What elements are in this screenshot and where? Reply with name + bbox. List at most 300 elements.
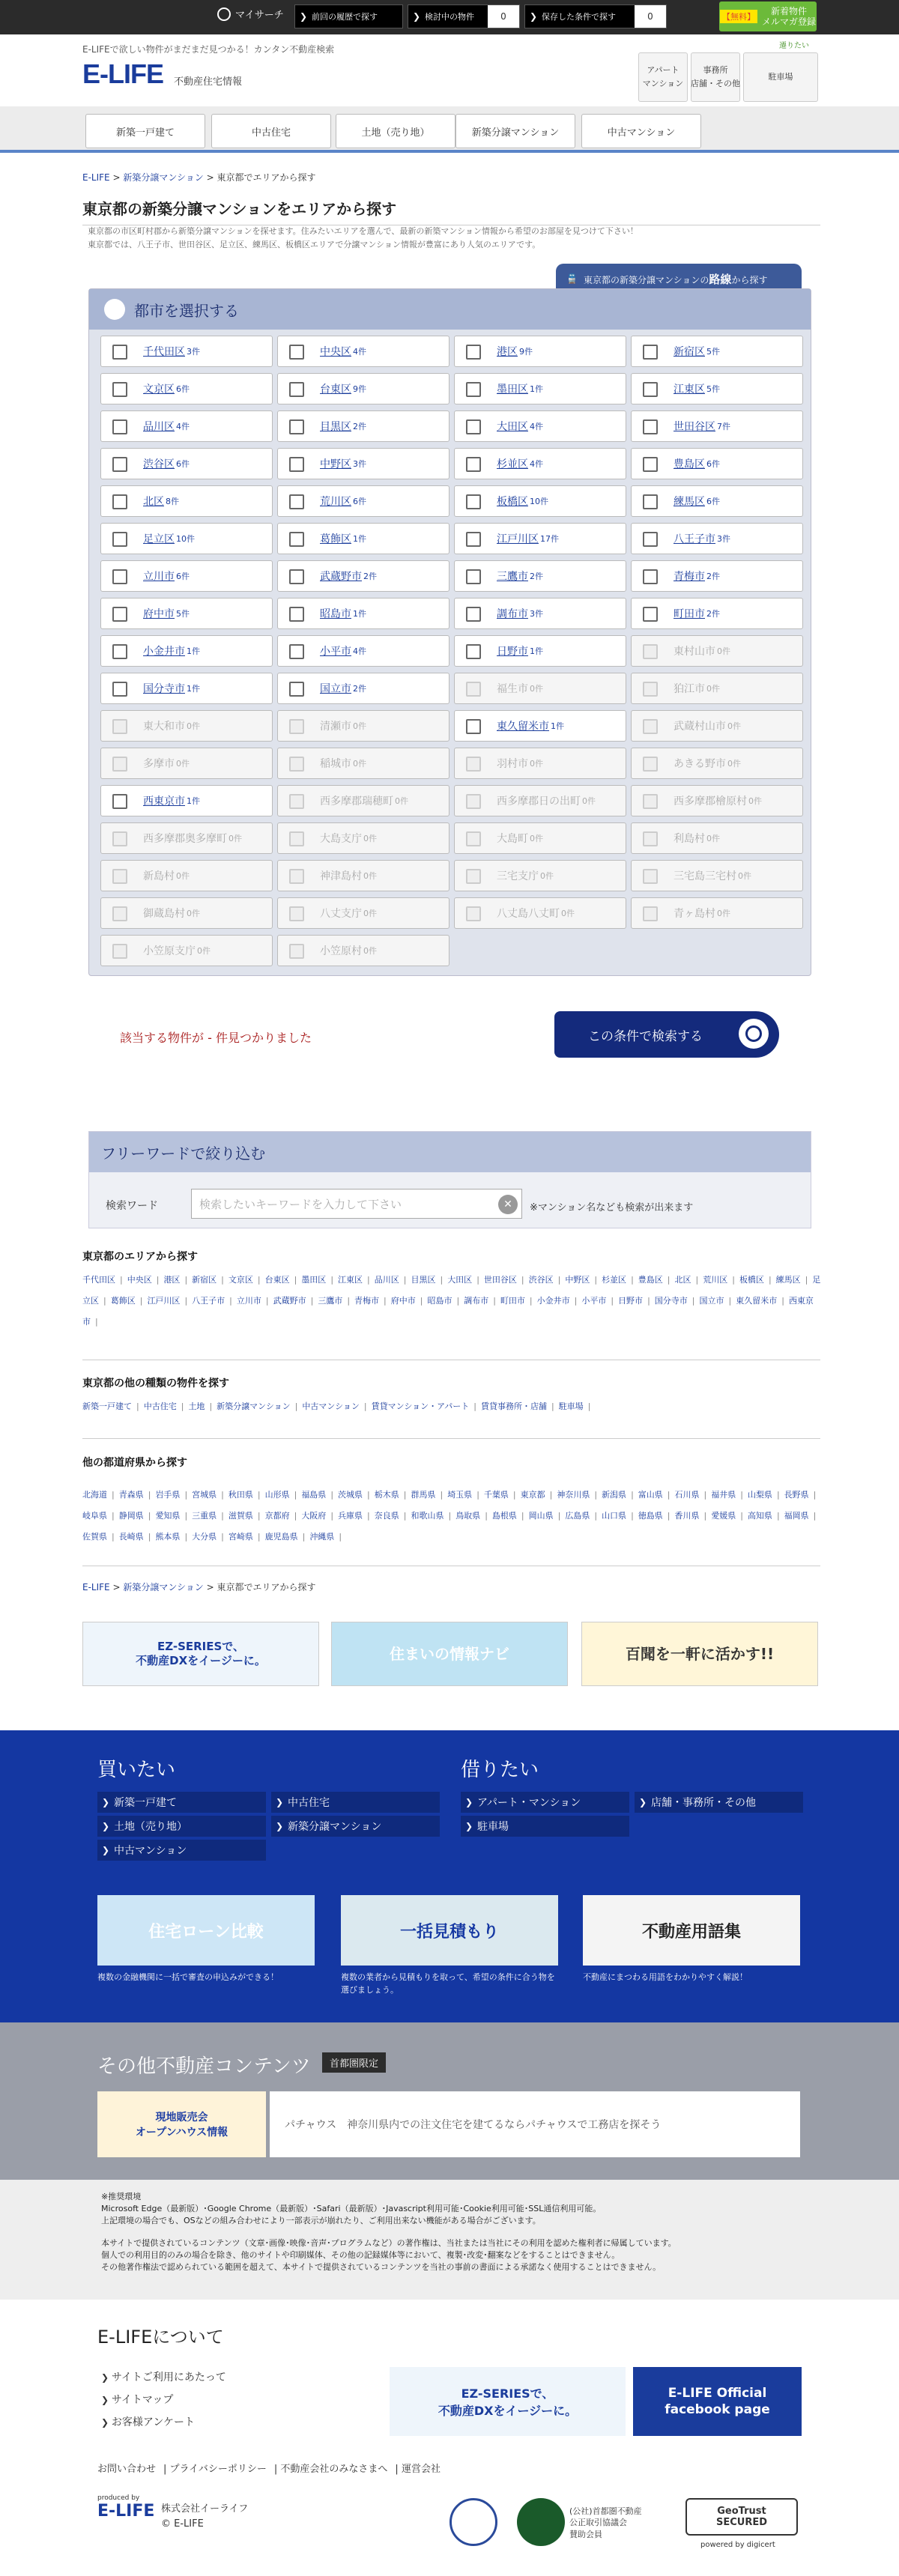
city-option	[631, 748, 803, 779]
saved-search-button[interactable]: ❯ 保存した条件で探す 0	[524, 4, 667, 28]
city-option[interactable]	[277, 598, 450, 629]
pref-link[interactable]: 栃木県	[374, 1490, 399, 1500]
area-link[interactable]: 目黒区	[411, 1275, 436, 1285]
city-name[interactable]: 足立区	[143, 533, 175, 545]
area-link[interactable]: 大田区	[447, 1275, 473, 1285]
city-count: 0件	[363, 834, 377, 843]
city-name[interactable]: 葛飾区	[320, 533, 351, 545]
city-option[interactable]	[631, 448, 803, 479]
pref-link[interactable]: 東京都	[520, 1490, 545, 1500]
city-count: 1件	[353, 609, 366, 619]
clear-icon[interactable]: ✕	[498, 1195, 518, 1214]
area-link[interactable]: 中野区	[565, 1275, 590, 1285]
city-option[interactable]	[454, 448, 626, 479]
nav-new-house[interactable]: 新築一戸建て	[85, 114, 205, 148]
city-name: あきる野市	[674, 758, 726, 770]
city-count: 0件	[363, 909, 377, 918]
city-name: 新島村	[143, 870, 175, 882]
city-option[interactable]	[100, 448, 273, 479]
checkbox[interactable]	[289, 682, 304, 697]
area-link[interactable]: 立川市	[236, 1296, 261, 1306]
pref-link[interactable]: 島根県	[491, 1511, 517, 1521]
city-name[interactable]: 府中市	[143, 608, 175, 620]
city-option[interactable]	[277, 560, 450, 592]
pref-link[interactable]: 埼玉県	[447, 1490, 473, 1500]
header-parking-button[interactable]: 駐車場	[743, 52, 818, 102]
type-link[interactable]: 賃貸マンション・アパート	[371, 1401, 470, 1411]
area-link[interactable]: 練馬区	[775, 1275, 801, 1285]
area-link[interactable]: 杉並区	[602, 1275, 627, 1285]
city-option[interactable]	[454, 410, 626, 442]
search-button[interactable]: この条件で検索する	[554, 1011, 779, 1058]
city-option[interactable]	[631, 410, 803, 442]
checkbox[interactable]	[112, 682, 127, 697]
city-name[interactable]: 武蔵野市	[320, 571, 362, 583]
city-option	[454, 822, 626, 854]
checkbox[interactable]	[289, 644, 304, 659]
pref-link[interactable]: 千葉県	[483, 1490, 509, 1500]
area-link[interactable]: 東久留米市	[736, 1296, 778, 1306]
checkbox[interactable]	[112, 532, 127, 547]
area-link[interactable]: 西東京市	[82, 1296, 814, 1327]
checkbox[interactable]	[112, 419, 127, 434]
checkbox[interactable]	[466, 532, 481, 547]
city-option[interactable]	[100, 673, 273, 704]
area-link[interactable]: 北区	[674, 1275, 691, 1285]
area-links: 千代田区 | 中央区 | 港区 | 新宿区 | 文京区 | 台東区 | 墨田区 | 江東区 | 品川区 | 目黒区 | 大田区 | 世田谷区 | 渋谷区 | 中野区 | 杉並区 | 豊島区 | 北区 | 荒川区 | 板橋区 | 練馬区 | 足立区 | 葛飾区 | 江戸川区 | 八王子市 | 立川市 | 武蔵野市 | 三鷹市 | 青梅市 | 府中市 | 昭島市 | 調布市 | 町田市 | 小金井市 | 小平市 | 日野市 | 国分寺市 | 国立市 | 東久留米市 | 西東京市 |	[82, 1275, 821, 1327]
legal-notice: ※推奨環境 Microsoft Edge（最新版）･Google Chrome（最新版）･Safari（最新版）･Javascript利用可能･Cookie利用可能･SSL通信利用可能。 上記環境の場合でも、OSなどの組み合わせにより一部表示が崩れたり、ご利用出来ない機能がある場合がございます。 本サイトで提供されているコンテンツ（文章･画像･映像･音声･プログラムなど）の著作権は、当社または当社にその利用を認めた権利者に帰属しています。 個人での利用目的のみの場合を除き、他のサイトや印刷媒体、その他の記録媒体等において、複製･改変･翻案などをすることはできません。 その他著作権法で認められている範囲を超えて、本サイトで提供されているコンテンツを当社の事前の書面による承諾なく使用することはできません。	[0, 2180, 899, 2300]
checkbox[interactable]	[112, 607, 127, 622]
card-loan[interactable]: 住宅ローン比較 複数の金融機関に一括で審査の申込みができる！	[97, 1895, 315, 1984]
area-link[interactable]: 品川区	[374, 1275, 399, 1285]
pref-link[interactable]: 三重県	[192, 1511, 217, 1521]
city-name[interactable]: 町田市	[674, 608, 705, 620]
checkbox[interactable]	[289, 345, 304, 360]
area-link[interactable]: 墨田区	[301, 1275, 327, 1285]
city-name[interactable]: 港区	[497, 346, 518, 358]
area-link[interactable]: 三鷹市	[318, 1296, 343, 1306]
pref-link[interactable]: 新潟県	[602, 1490, 627, 1500]
city-option[interactable]	[100, 523, 273, 554]
city-count: 0件	[228, 834, 242, 843]
pref-link[interactable]: 茨城県	[338, 1490, 363, 1500]
type-link[interactable]: 中古マンション	[302, 1401, 360, 1411]
buy-link-new-house[interactable]: ❯ 新築一戸建て	[97, 1792, 266, 1813]
pref-link[interactable]: 神奈川県	[557, 1490, 590, 1500]
area-link[interactable]: 豊島区	[638, 1275, 663, 1285]
area-link[interactable]: 府中市	[390, 1296, 416, 1306]
area-link[interactable]: 板橋区	[739, 1275, 764, 1285]
area-link[interactable]: 台東区	[264, 1275, 290, 1285]
checkbox[interactable]	[289, 457, 304, 472]
city-name[interactable]: 立川市	[143, 571, 175, 583]
city-name[interactable]: 八王子市	[674, 533, 715, 545]
city-count: 0件	[727, 721, 741, 731]
checkbox[interactable]	[466, 494, 481, 509]
checkbox[interactable]	[289, 607, 304, 622]
city-option[interactable]	[277, 448, 450, 479]
city-name[interactable]: 墨田区	[497, 384, 528, 396]
city-name[interactable]: 北区	[143, 496, 164, 508]
city-option	[100, 935, 273, 966]
banner-info-navi[interactable]: 住まいの情報ナビ	[331, 1622, 568, 1686]
footer-link-privacy[interactable]: プライバシーポリシー	[169, 2464, 267, 2475]
considering-button[interactable]: ❯ 検討中の物件 0	[408, 4, 520, 28]
city-option[interactable]	[454, 523, 626, 554]
area-link[interactable]: 小金井市	[536, 1296, 570, 1306]
checkbox	[289, 944, 304, 959]
city-name[interactable]: 江東区	[674, 384, 705, 396]
city-option[interactable]	[100, 485, 273, 517]
keyword-input[interactable]: 検索したいキーワードを入力して下さい	[191, 1189, 522, 1219]
city-option[interactable]	[100, 785, 273, 816]
city-name: 西多摩郡檜原村	[674, 795, 747, 807]
pref-link[interactable]: 佐賀県	[82, 1532, 107, 1542]
pref-link[interactable]: 富山県	[638, 1490, 663, 1500]
buy-link-used-house[interactable]: ❯ 中古住宅	[271, 1792, 440, 1813]
checkbox[interactable]	[643, 494, 658, 509]
city-option[interactable]	[277, 373, 450, 404]
checkbox[interactable]	[112, 382, 127, 397]
city-option[interactable]	[631, 485, 803, 517]
checkbox[interactable]	[466, 382, 481, 397]
checkbox[interactable]	[643, 607, 658, 622]
city-count: 0件	[582, 796, 596, 806]
city-name[interactable]: 千代田区	[143, 346, 185, 358]
city-count: 6件	[706, 459, 720, 469]
checkbox[interactable]	[643, 569, 658, 584]
city-count: 0件	[187, 721, 200, 731]
area-link[interactable]: 八王子市	[192, 1296, 225, 1306]
pref-link[interactable]: 広島県	[565, 1511, 590, 1521]
type-link[interactable]: 賃貸事務所・店舗	[480, 1401, 547, 1411]
area-link[interactable]: 荒川区	[703, 1275, 728, 1285]
checkbox[interactable]	[466, 345, 481, 360]
city-count: 0件	[530, 684, 543, 694]
area-link[interactable]: 世田谷区	[483, 1275, 517, 1285]
rent-link-parking[interactable]: ❯ 駐車場	[461, 1816, 629, 1837]
pref-link[interactable]: 北海道	[82, 1490, 107, 1500]
city-option	[100, 822, 273, 854]
site-logo[interactable]: E-LIFE	[82, 58, 163, 89]
about-link-survey[interactable]: ❯ お客様アンケート	[101, 2414, 195, 2429]
city-option[interactable]	[277, 336, 450, 367]
city-name[interactable]: 東久留米市	[497, 721, 549, 733]
pref-link[interactable]: 宮崎県	[228, 1532, 253, 1542]
city-name[interactable]: 荒川区	[320, 496, 351, 508]
pref-link[interactable]: 岡山県	[528, 1511, 554, 1521]
city-option[interactable]	[454, 560, 626, 592]
area-link[interactable]: 文京区	[228, 1275, 253, 1285]
area-link[interactable]: 江東区	[338, 1275, 363, 1285]
nav-land[interactable]: 土地（売り地）	[336, 114, 455, 148]
area-link[interactable]: 国分寺市	[654, 1296, 688, 1306]
city-count: 0件	[363, 946, 377, 956]
saved-count: 0	[635, 5, 666, 28]
pref-link[interactable]: 鳥取県	[455, 1511, 481, 1521]
city-name[interactable]: 豊島区	[674, 458, 705, 470]
pref-link[interactable]: 滋賀県	[228, 1511, 253, 1521]
city-count: 4件	[530, 459, 543, 469]
checkbox[interactable]	[643, 382, 658, 397]
checkbox[interactable]	[289, 532, 304, 547]
city-name[interactable]: 国立市	[320, 683, 351, 695]
area-link[interactable]: 国立市	[699, 1296, 724, 1306]
buy-link-new-mansion[interactable]: ❯ 新築分譲マンション	[271, 1816, 440, 1837]
buy-link-used-mansion[interactable]: ❯ 中古マンション	[97, 1840, 266, 1861]
type-link[interactable]: 新築一戸建て	[82, 1401, 132, 1411]
pref-link[interactable]: 熊本県	[155, 1532, 181, 1542]
city-option[interactable]	[277, 673, 450, 704]
history-button[interactable]: ❯ 前回の履歴で探す	[294, 4, 403, 28]
pref-link[interactable]: 秋田県	[228, 1490, 253, 1500]
pref-link[interactable]: 宮城県	[192, 1490, 217, 1500]
nav-used-mansion[interactable]: 中古マンション	[581, 114, 701, 148]
city-name[interactable]: 国分寺市	[143, 683, 185, 695]
checkbox[interactable]	[112, 457, 127, 472]
geotrust-seal[interactable]: GeoTrust SECURED	[685, 2498, 798, 2536]
checkbox[interactable]	[289, 494, 304, 509]
considering-count: 0	[488, 5, 519, 28]
city-option[interactable]	[454, 710, 626, 742]
city-name[interactable]: 練馬区	[674, 496, 705, 508]
pref-link[interactable]: 大阪府	[301, 1511, 327, 1521]
pref-link[interactable]: 岩手県	[155, 1490, 181, 1500]
city-name[interactable]: 中野区	[320, 458, 351, 470]
pref-link[interactable]: 高知県	[747, 1511, 772, 1521]
checkbox[interactable]	[643, 345, 658, 360]
city-name[interactable]: 台東区	[320, 384, 351, 396]
pref-link[interactable]: 石川県	[674, 1490, 700, 1500]
area-link[interactable]: 新宿区	[192, 1275, 217, 1285]
city-option[interactable]	[100, 410, 273, 442]
banner-pachaus[interactable]: パチャウス 神奈川県内での注文住宅を建てるならパチャウスで工務店を探そう	[270, 2091, 800, 2157]
checkbox[interactable]	[112, 644, 127, 659]
mysearch-label: マイサーチ	[217, 7, 284, 21]
facebook-banner[interactable]: E-LIFE Official facebook page	[633, 2367, 802, 2436]
city-name[interactable]: 文京区	[143, 384, 175, 396]
city-name: 狛江市	[674, 683, 705, 695]
area-link[interactable]: 青梅市	[354, 1296, 380, 1306]
checkbox[interactable]	[466, 644, 481, 659]
city-option[interactable]	[100, 336, 273, 367]
city-option[interactable]	[100, 635, 273, 667]
city-count: 6件	[176, 459, 190, 469]
pref-link[interactable]: 福井県	[711, 1490, 736, 1500]
route-search-button[interactable]: 🚆 東京都の新築分譲マンションの路線から探す	[556, 264, 802, 294]
city-option[interactable]	[100, 560, 273, 592]
city-name[interactable]: 西東京市	[143, 795, 185, 807]
city-name[interactable]: 板橋区	[497, 496, 528, 508]
city-option	[454, 860, 626, 891]
type-link[interactable]: 新築分譲マンション	[217, 1401, 291, 1411]
breadcrumb-category[interactable]: 新築分譲マンション	[123, 172, 204, 183]
freeword-title: フリーワードで絞り込む	[89, 1132, 811, 1172]
breadcrumb-home[interactable]: E-LIFE	[82, 172, 110, 183]
city-name[interactable]: 目黒区	[320, 421, 351, 433]
area-link[interactable]: 中央区	[127, 1275, 152, 1285]
city-option[interactable]	[454, 485, 626, 517]
pref-link[interactable]: 香川県	[674, 1511, 700, 1521]
area-link[interactable]: 昭島市	[427, 1296, 452, 1306]
about-ez-banner[interactable]: EZ-SERIESで、 不動産DXをイージーに。	[390, 2367, 626, 2436]
city-name[interactable]: 新宿区	[674, 346, 705, 358]
city-name[interactable]: 小平市	[320, 646, 351, 658]
checkbox[interactable]	[466, 419, 481, 434]
pref-link[interactable]: 山梨県	[747, 1490, 772, 1500]
city-option[interactable]	[100, 373, 273, 404]
rent-link-office[interactable]: ❯ 店舗・事務所・その他	[635, 1792, 803, 1813]
city-name: 八丈島八丈町	[497, 908, 560, 920]
type-link[interactable]: 土地	[188, 1401, 205, 1411]
checkbox[interactable]	[643, 419, 658, 434]
checkbox[interactable]	[112, 494, 127, 509]
city-count: 0件	[187, 909, 200, 918]
area-link[interactable]: 港区	[163, 1275, 181, 1285]
city-option[interactable]	[454, 336, 626, 367]
checkbox[interactable]	[112, 794, 127, 809]
header-apartment-button[interactable]: アパート マンション	[638, 52, 688, 102]
pref-link[interactable]: 愛知県	[155, 1511, 181, 1521]
checkbox[interactable]	[289, 382, 304, 397]
area-link[interactable]: 葛飾区	[110, 1296, 136, 1306]
banner-ez-series[interactable]: EZ-SERIESで、 不動産DXをイージーに。	[82, 1622, 319, 1686]
area-link[interactable]: 町田市	[500, 1296, 525, 1306]
city-name[interactable]: 青梅市	[674, 571, 705, 583]
area-link[interactable]: 足立区	[82, 1275, 821, 1306]
city-name[interactable]: 中央区	[320, 346, 351, 358]
nav-new-mansion[interactable]: 新築分譲マンション	[455, 114, 575, 148]
city-name[interactable]: 昭島市	[320, 608, 351, 620]
city-count: 6件	[706, 497, 720, 506]
area-link[interactable]: 千代田区	[82, 1275, 115, 1285]
city-name[interactable]: 大田区	[497, 421, 528, 433]
pref-link[interactable]: 愛媛県	[711, 1511, 736, 1521]
city-option[interactable]	[631, 598, 803, 629]
city-option[interactable]	[277, 523, 450, 554]
city-name[interactable]: 世田谷区	[674, 421, 715, 433]
city-option[interactable]	[454, 598, 626, 629]
pref-link[interactable]: 兵庫県	[338, 1511, 363, 1521]
type-link[interactable]: 駐車場	[558, 1401, 584, 1411]
city-option[interactable]	[100, 598, 273, 629]
card-estimate[interactable]: 一括見積もり 複数の業者から見積もりを取って、希望の条件に合う物を選びましょう。	[341, 1895, 558, 1996]
pref-link[interactable]: 青森県	[118, 1490, 144, 1500]
pref-link[interactable]: 静岡県	[118, 1511, 144, 1521]
type-link[interactable]: 中古住宅	[143, 1401, 177, 1411]
city-name[interactable]: 三鷹市	[497, 571, 528, 583]
city-name[interactable]: 渋谷区	[143, 458, 175, 470]
area-link[interactable]: 武蔵野市	[273, 1296, 306, 1306]
area-link[interactable]: 渋谷区	[528, 1275, 554, 1285]
pref-link[interactable]: 奈良県	[374, 1511, 399, 1521]
pref-link[interactable]: 大分県	[192, 1532, 217, 1542]
city-name[interactable]: 小金井市	[143, 646, 185, 658]
area-link[interactable]: 調布市	[464, 1296, 489, 1306]
pref-link[interactable]: 沖縄県	[309, 1532, 335, 1542]
footer-links: お問い合わせ | プライバシーポリシー | 不動産会社のみなさまへ | 運営会社	[97, 2464, 441, 2475]
nav-used-house[interactable]: 中古住宅	[211, 114, 331, 148]
area-link[interactable]: 日野市	[618, 1296, 644, 1306]
checkbox[interactable]	[466, 719, 481, 734]
city-count: 4件	[353, 347, 366, 357]
city-name[interactable]: 江戸川区	[497, 533, 539, 545]
checkbox[interactable]	[643, 532, 658, 547]
pref-link[interactable]: 徳島県	[638, 1511, 663, 1521]
city-name[interactable]: 日野市	[497, 646, 528, 658]
city-count: 2件	[706, 572, 720, 581]
city-name: 清瀬市	[320, 721, 351, 733]
buy-link-land[interactable]: ❯ 土地（売り地）	[97, 1816, 266, 1837]
city-option[interactable]	[454, 373, 626, 404]
pref-link[interactable]: 京都府	[264, 1511, 290, 1521]
city-option[interactable]	[631, 523, 803, 554]
checkbox[interactable]	[643, 457, 658, 472]
card-glossary[interactable]: 不動産用語集 不動産にまつわる用語をわかりやすく解説！	[583, 1895, 800, 1984]
checkbox	[643, 682, 658, 697]
pref-link[interactable]: 福岡県	[784, 1511, 809, 1521]
banner-hyakubun[interactable]: 百聞を一軒に活かす!!	[581, 1622, 818, 1686]
city-option[interactable]	[277, 410, 450, 442]
header-office-button[interactable]: 事務所 店舗・その他	[691, 52, 740, 102]
checkbox[interactable]	[112, 345, 127, 360]
city-option[interactable]	[631, 373, 803, 404]
about-link-sitemap[interactable]: ❯ サイトマップ	[101, 2392, 173, 2407]
checkbox[interactable]	[289, 419, 304, 434]
city-name: 多摩市	[143, 758, 175, 770]
rent-link-apartment[interactable]: ❯ アパート・マンション	[461, 1792, 629, 1813]
checkbox[interactable]	[466, 569, 481, 584]
city-option[interactable]	[277, 635, 450, 667]
pref-link[interactable]: 長野県	[784, 1490, 809, 1500]
pref-link[interactable]: 和歌山県	[411, 1511, 444, 1521]
pref-link[interactable]: 福島県	[301, 1490, 327, 1500]
area-link[interactable]: 江戸川区	[147, 1296, 181, 1306]
pref-link[interactable]: 群馬県	[411, 1490, 436, 1500]
city-option	[631, 710, 803, 742]
pref-link[interactable]: 岐阜県	[82, 1511, 107, 1521]
city-name[interactable]: 品川区	[143, 421, 175, 433]
checkbox[interactable]	[112, 569, 127, 584]
city-option[interactable]	[631, 336, 803, 367]
pref-link[interactable]: 鹿児島県	[264, 1532, 298, 1542]
city-option[interactable]	[631, 560, 803, 592]
faq-link[interactable]: 遷りたい	[779, 42, 809, 50]
footer-link-company[interactable]: 運営会社	[401, 2464, 441, 2475]
checkbox	[112, 719, 127, 734]
city-option[interactable]	[277, 485, 450, 517]
checkbox[interactable]	[466, 457, 481, 472]
footer-link-contact[interactable]: お問い合わせ	[97, 2464, 157, 2475]
area-link[interactable]: 小平市	[581, 1296, 607, 1306]
city-count: 9件	[353, 384, 366, 394]
pref-link[interactable]: 長崎県	[118, 1532, 144, 1542]
city-option	[454, 785, 626, 816]
mailmag-button[interactable]: 【無料】 新着物件 メルマガ登録	[719, 1, 817, 31]
about-link-usage[interactable]: ❯ サイトご利用にあたって	[101, 2369, 226, 2384]
footer-link-realtor[interactable]: 不動産会社のみなさまへ	[280, 2464, 388, 2475]
banner-openhouse[interactable]: 現地販売会 オープンハウス情報	[97, 2091, 266, 2157]
city-count: 10件	[176, 534, 195, 544]
city-name[interactable]: 調布市	[497, 608, 528, 620]
breadcrumb: E-LIFE > 新築分譲マンション > 東京都でエリアから探す	[82, 172, 316, 183]
checkbox[interactable]	[289, 569, 304, 584]
pref-link[interactable]: 山形県	[264, 1490, 290, 1500]
city-option[interactable]	[454, 635, 626, 667]
pref-link[interactable]: 山口県	[602, 1511, 627, 1521]
checkbox[interactable]	[466, 607, 481, 622]
city-name[interactable]: 杉並区	[497, 458, 528, 470]
